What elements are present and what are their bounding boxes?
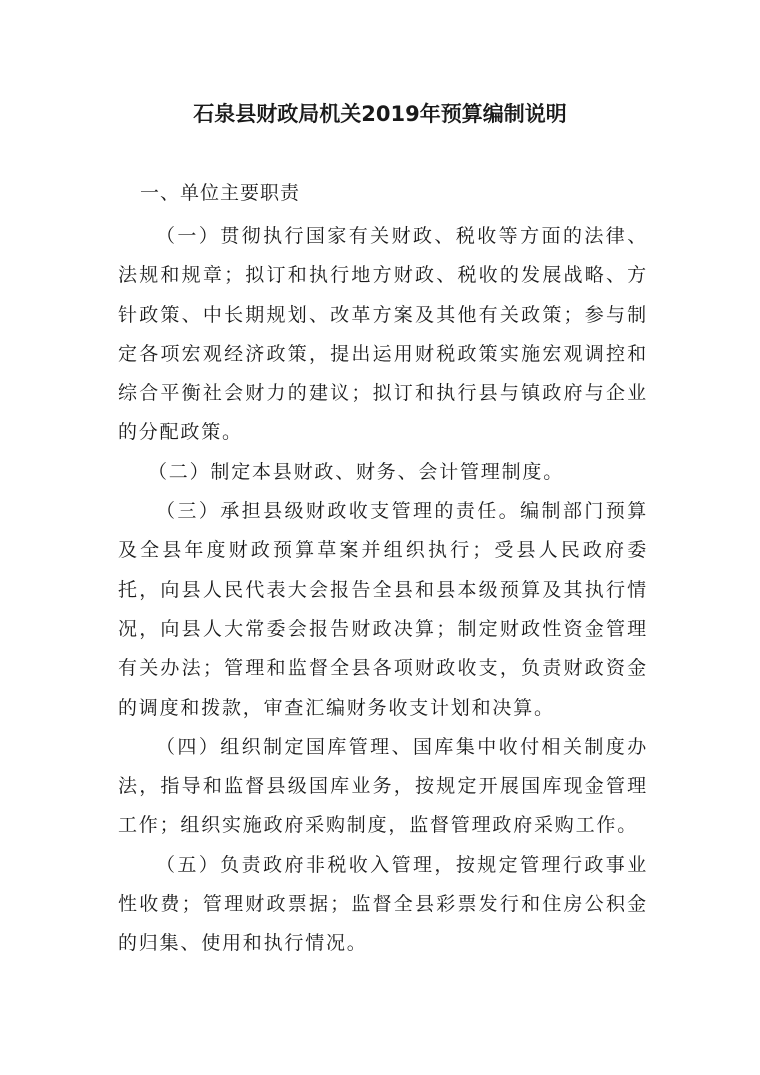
document-body xyxy=(118,217,648,964)
paragraph-duty-2: （二）制定本县财政、财务、会计管理制度。 xyxy=(148,460,565,483)
section-heading: 一、单位主要职责 xyxy=(140,182,301,204)
paragraph-duty-5: （五）负责政府非税收入管理，按规定管理行政事业性收费；管理财政票据；监督全县彩票发行和住房公积金的归集、使用和执行情况。 xyxy=(118,853,648,955)
paragraph-duty-1: （一）贯彻执行国家有关财政、税收等方面的法律、法规和规章；拟订和执行地方财政、税收的发展战略、方针政策、中长期规划、改革方案及其他有关政策；参与制定各项宏观经济政策，提出运用财税政策实施宏观调控和综合平衡社会财力的建议；拟订和执行县与镇政府与企业的分配政策。 xyxy=(118,225,648,444)
paragraph-duty-3: （三）承担县级财政收支管理的责任。编制部门预算及全县年度财政预算草案并组织执行；受县人民政府委托，向县人民代表大会报告全县和县本级预算及其执行情况，向县人大常委会报告财政决算；制定财政性资金管理有关办法；管理和监督全县各项财政收支，负责财政资金的调度和拨款，审查汇编财务收支计划和决算。 xyxy=(118,500,648,719)
document-title: 石泉县财政局机关2019年预算编制说明 xyxy=(193,102,567,126)
paragraph-duty-4: （四）组织制定国库管理、国库集中收付相关制度办法，指导和监督县级国库业务，按规定开展国库现金管理工作；组织实施政府采购制度，监督管理政府采购工作。 xyxy=(118,735,648,837)
